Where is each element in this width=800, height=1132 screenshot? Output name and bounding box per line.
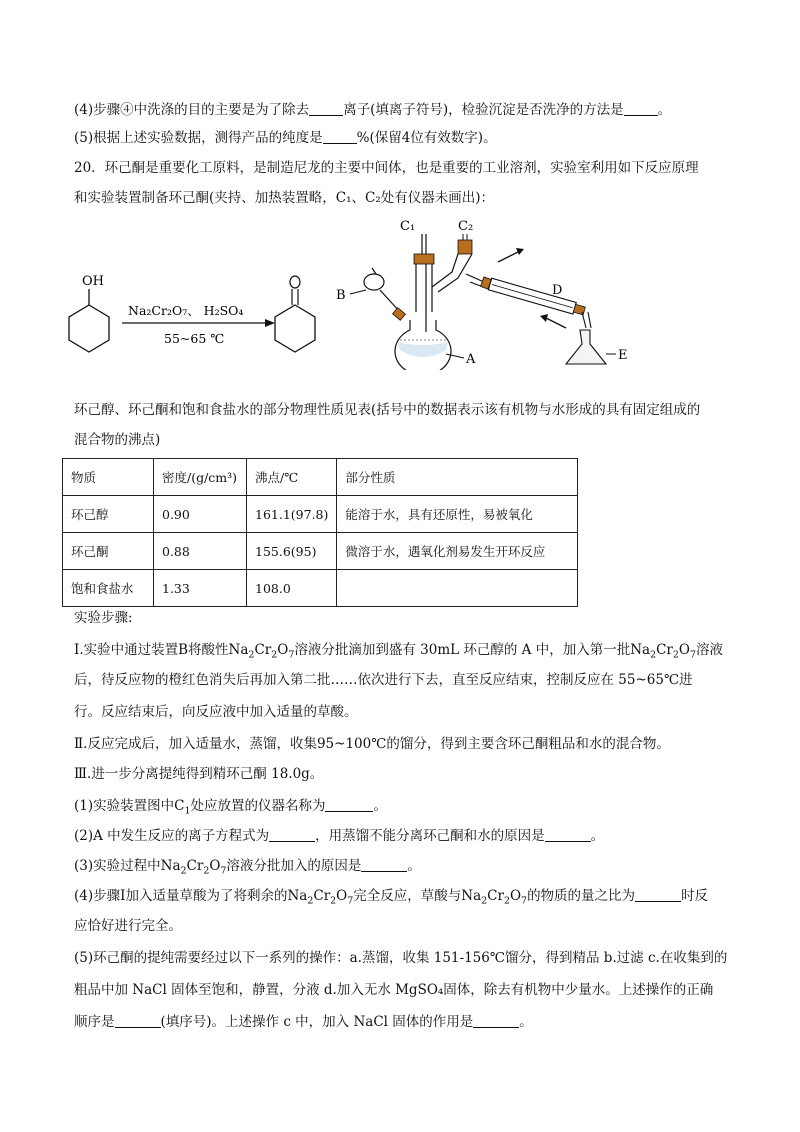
answer-blank — [545, 827, 591, 842]
subq5-text-b: (填序号)。上述操作 c 中，加入 NaCl 固体的作用是 — [160, 1014, 474, 1030]
step1-text-a: Ⅰ.实验中通过装置B将酸性 — [74, 642, 229, 658]
q5-purity-line — [74, 128, 497, 148]
apparatus-diagram — [330, 212, 640, 370]
step3-line: Ⅲ.进一步分离提纯得到精环己酮 18.0g。 — [74, 766, 324, 782]
subq4-text-b: 完全反应，草酸与 — [353, 888, 462, 904]
answer-blank — [325, 797, 373, 812]
period: 。 — [657, 102, 672, 118]
subq5-line1: (5)环己酮的提纯需要经过以下一系列的操作：a.蒸馏，收集 151-156℃馏分，得到精品 b.过滤 c.在收集到的 — [74, 950, 728, 966]
table-caption-line2: 混合物的沸点) — [74, 432, 161, 448]
c2-stopper — [458, 240, 472, 254]
q5-purity-text: (5)根据上述实验数据，测得产品的纯度是 — [74, 130, 323, 146]
q4-wash-line — [74, 100, 671, 120]
table-header-cell: 密度/(g/cm³) — [154, 459, 247, 496]
table-header-row — [63, 459, 578, 496]
subq2-text-a: (2)A 中发生反应的离子方程式为 — [74, 828, 270, 844]
table-cell: 155.6(95) — [247, 533, 337, 570]
answer-blank — [309, 101, 343, 116]
c1-stopper — [414, 254, 434, 264]
subq1-text-a: (1)实验装置图中 — [74, 798, 175, 814]
table-header-cell: 部分性质 — [337, 459, 578, 496]
oxygen-atom — [290, 276, 300, 288]
subq4-line2: 应恰好进行完全。 — [74, 918, 182, 934]
reagents-label: Na₂Cr₂O₇、 H₂SO₄ — [128, 303, 244, 318]
table-cell: 1.33 — [154, 570, 247, 607]
label-c2: C₂ — [458, 219, 474, 234]
table-row — [63, 496, 578, 533]
answer-blank — [115, 1013, 161, 1028]
subq4-text-c: 的物质的量之比为 — [527, 888, 636, 904]
subq1-line: (1)实验装置图中$C_1$处应放置的仪器名称为 。 — [74, 798, 387, 817]
label-a: A — [466, 352, 476, 367]
subq1-text-b: 处应放置的仪器名称为 — [190, 798, 326, 814]
table-cell: 环己酮 — [63, 533, 154, 570]
condenser — [488, 278, 586, 317]
table-cell: 能溶于水，具有还原性，易被氧化 — [337, 496, 578, 533]
dichromate-formula: $Na_2Cr_2O_7$ — [630, 642, 696, 661]
water-out-arrow — [498, 252, 518, 262]
answer-blank — [269, 827, 315, 842]
subq3-text-a: (3)实验过程中 — [74, 858, 161, 874]
subq2-line: (2)A 中发生反应的离子方程式为 ，用蒸馏不能分离环己酮和水的原因是 。 — [74, 828, 605, 844]
dichromate-formula: $Na_2Cr_2O_7$ — [228, 642, 295, 661]
subq5-text-a: 顺序是 — [74, 1014, 115, 1030]
cyclohexanone-ring — [275, 305, 315, 352]
table-row — [63, 533, 578, 570]
table-cell — [337, 570, 578, 607]
table-row — [63, 570, 578, 607]
table-cell: 微溶于水，遇氧化剂易发生开环反应 — [337, 533, 578, 570]
step1-line1 — [74, 640, 723, 666]
label-d: D — [552, 283, 563, 298]
table-caption-line1: 环己醇、环己酮和饱和食盐水的部分物理性质见表(括号中的数据表示该有机物与水形成的具有固定组成的 — [74, 402, 701, 418]
table-header-cell: 沸点/℃ — [247, 459, 337, 496]
subq3-line: (3)实验过程中$Na_2Cr_2O_7$溶液分批加入的原因是 。 — [74, 858, 421, 877]
step1-line3: 行。反应结束后，向反应液中加入适量的草酸。 — [74, 704, 358, 720]
subq4-text-a: (4)步骤Ⅰ加入适量草酸为了将剩余的 — [74, 888, 288, 904]
water-in-arrow — [546, 318, 566, 328]
subq5-line2: 粗品中加 NaCl 固体至饱和，静置，分液 d.加入无水 MgSO₄固体，除去有机物中少量水。上述操作的正确 — [74, 982, 714, 998]
subq2-text-b: ，用蒸馏不能分离环己酮和水的原因是 — [315, 828, 545, 844]
q5-purity-end: %(保留4位有效数字)。 — [356, 130, 497, 146]
subq4-line1 — [74, 886, 708, 912]
table-cell: 108.0 — [247, 570, 337, 607]
answer-blank — [323, 129, 357, 144]
dichromate-formula: $Na_2Cr_2O_7$ — [160, 858, 227, 877]
dichromate-formula: $Na_2Cr_2O_7$ — [287, 888, 354, 907]
table-cell: 0.88 — [154, 533, 247, 570]
table-cell: 161.1(97.8) — [247, 496, 337, 533]
q4-wash-text: (4)步骤④中洗涤的目的主要是为了除去 — [74, 102, 310, 118]
reaction-arrowhead — [265, 319, 275, 327]
answer-blank — [624, 101, 658, 116]
dichromate-formula: $Na_2Cr_2O_7$ — [461, 888, 528, 907]
subq3-text-b: 溶液分批加入的原因是 — [226, 858, 362, 874]
receiving-flask — [566, 330, 606, 364]
answer-blank — [635, 887, 681, 902]
table-cell: 环己醇 — [63, 496, 154, 533]
c1-formula: $C_1$ — [174, 798, 191, 817]
q20-intro-line1: 20．环己酮是重要化工原料，是制造尼龙的主要中间体，也是重要的工业溶剂，实验室利用如下反应原理 — [74, 160, 699, 176]
subq5-line3: 顺序是 (填序号)。上述操作 c 中，加入 NaCl 固体的作用是 。 — [74, 1014, 533, 1030]
dropping-funnel — [364, 274, 384, 290]
q4-wash-mid-text: 离子(填离子符号)，检验沉淀是否洗净的方法是 — [343, 102, 624, 118]
answer-blank — [473, 1013, 519, 1028]
q20-intro-line2: 和实验装置制备环己酮(夹持、加热装置略，C₁、C₂处有仪器未画出)： — [74, 190, 495, 206]
table-cell: 饱和食盐水 — [63, 570, 154, 607]
label-e: E — [618, 348, 628, 363]
cyclohexanol-ring — [69, 305, 109, 352]
oh-label: OH — [82, 274, 104, 289]
reaction-scheme — [60, 265, 330, 365]
step1-line2: 后，待反应物的橙红色消失后再加入第二批……依次进行下去，直至反应结束，控制反应在 55~65℃进 — [74, 672, 693, 688]
table-header-cell: 物质 — [63, 459, 154, 496]
steps-title: 实验步骤: — [74, 610, 133, 626]
step2-line: Ⅱ.反应完成后，加入适量水，蒸馏，收集95~100℃的馏分，得到主要含环己酮粗品和水的混合物。 — [74, 736, 670, 752]
table-cell: 0.90 — [154, 496, 247, 533]
properties-table — [62, 458, 578, 607]
subq4-text-d: 时反 — [681, 888, 709, 904]
answer-blank — [361, 857, 407, 872]
step1-text-c: 溶液 — [696, 642, 723, 658]
step1-text-b: 溶液分批滴加到盛有 30mL 环己醇的 A 中，加入第一批 — [294, 642, 631, 658]
label-c1: C₁ — [400, 219, 416, 234]
conditions-label: 55~65 ℃ — [164, 331, 225, 346]
label-b: B — [336, 288, 346, 303]
